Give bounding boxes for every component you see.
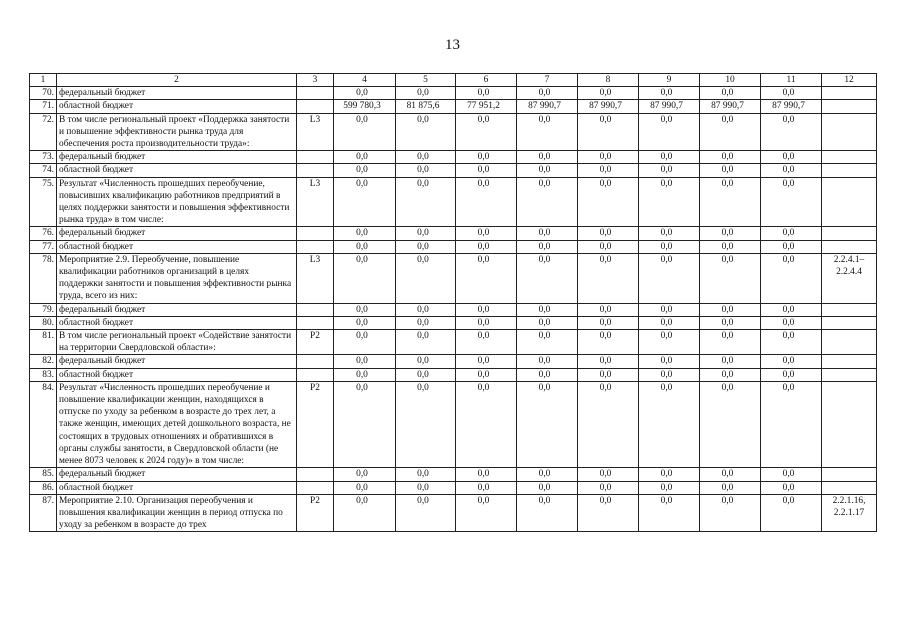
row-code (297, 368, 334, 381)
row-code (297, 100, 334, 113)
row-value: 0,0 (578, 151, 639, 164)
row-description: федеральный бюджет (57, 151, 297, 164)
row-value: 87 990,7 (700, 100, 761, 113)
column-header: 3 (297, 74, 334, 87)
row-code (297, 316, 334, 329)
row-value: 0,0 (578, 468, 639, 481)
row-value: 0,0 (700, 87, 761, 100)
row-value: 0,0 (517, 381, 578, 467)
table-row (30, 164, 877, 177)
row-value: 0,0 (639, 368, 700, 381)
row-value: 0,0 (700, 355, 761, 368)
column-header: 5 (396, 74, 456, 87)
row-value: 0,0 (517, 303, 578, 316)
row-value: 0,0 (517, 330, 578, 355)
row-value: 0,0 (639, 164, 700, 177)
row-value: 0,0 (761, 494, 822, 532)
row-value: 0,0 (396, 177, 456, 227)
column-header: 10 (700, 74, 761, 87)
row-value: 0,0 (456, 355, 517, 368)
row-value: 0,0 (517, 316, 578, 329)
row-value: 0,0 (761, 253, 822, 303)
column-header: 2 (57, 74, 297, 87)
row-value: 0,0 (639, 481, 700, 494)
row-value: 0,0 (761, 330, 822, 355)
row-number: 79. (30, 303, 57, 316)
row-value: 0,0 (334, 177, 396, 227)
table-row (30, 100, 877, 113)
row-number: 81. (30, 330, 57, 355)
row-code: P2 (297, 381, 334, 467)
row-reference (822, 177, 877, 227)
row-value: 0,0 (396, 381, 456, 467)
row-value: 0,0 (334, 87, 396, 100)
row-value: 0,0 (456, 494, 517, 532)
table-row (30, 303, 877, 316)
row-value: 0,0 (456, 227, 517, 240)
row-value: 0,0 (456, 164, 517, 177)
row-reference (822, 151, 877, 164)
row-value: 0,0 (761, 177, 822, 227)
table-row (30, 330, 877, 355)
row-value: 0,0 (334, 253, 396, 303)
row-description: В том числе региональный проект «Поддержка занятости и повышение эффективности рынка труда для обеспечения роста производительности труда»: (57, 113, 297, 151)
row-value: 0,0 (456, 151, 517, 164)
row-value: 0,0 (578, 494, 639, 532)
row-value: 0,0 (761, 113, 822, 151)
row-value: 0,0 (700, 303, 761, 316)
row-number: 70. (30, 87, 57, 100)
row-reference (822, 100, 877, 113)
row-description: Мероприятие 2.10. Организация переобучения и повышения квалификации женщин в период отпуска по уходу за ребенком в возрасте до трех (57, 494, 297, 532)
row-number: 71. (30, 100, 57, 113)
row-value: 0,0 (700, 494, 761, 532)
row-value: 0,0 (578, 87, 639, 100)
row-reference: 2.2.4.1– 2.2.4.4 (822, 253, 877, 303)
row-value: 0,0 (334, 227, 396, 240)
column-header: 7 (517, 74, 578, 87)
row-description: федеральный бюджет (57, 87, 297, 100)
table-body (30, 87, 877, 532)
row-reference (822, 481, 877, 494)
table-row (30, 368, 877, 381)
row-value: 0,0 (700, 253, 761, 303)
row-value: 0,0 (578, 316, 639, 329)
row-number: 74. (30, 164, 57, 177)
row-value: 0,0 (396, 87, 456, 100)
row-value: 0,0 (761, 303, 822, 316)
row-value: 87 990,7 (517, 100, 578, 113)
row-code: L3 (297, 253, 334, 303)
row-value: 0,0 (700, 330, 761, 355)
row-value: 0,0 (578, 303, 639, 316)
row-reference: 2.2.1.16, 2.2.1.17 (822, 494, 877, 532)
row-value: 0,0 (700, 177, 761, 227)
row-value: 0,0 (578, 113, 639, 151)
row-number: 72. (30, 113, 57, 151)
row-reference (822, 303, 877, 316)
row-value: 0,0 (396, 368, 456, 381)
row-value: 0,0 (761, 227, 822, 240)
row-value: 0,0 (517, 253, 578, 303)
table-row (30, 494, 877, 532)
row-value: 599 780,3 (334, 100, 396, 113)
row-value: 0,0 (639, 494, 700, 532)
column-header: 11 (761, 74, 822, 87)
row-value: 0,0 (334, 240, 396, 253)
page-number: 13 (445, 37, 460, 53)
row-value: 0,0 (456, 316, 517, 329)
row-value: 0,0 (456, 240, 517, 253)
row-value: 0,0 (456, 113, 517, 151)
row-value: 0,0 (334, 113, 396, 151)
row-code (297, 87, 334, 100)
row-value: 0,0 (639, 113, 700, 151)
row-value: 0,0 (334, 316, 396, 329)
row-value: 0,0 (517, 494, 578, 532)
row-value: 0,0 (700, 481, 761, 494)
row-value: 0,0 (639, 253, 700, 303)
row-value: 0,0 (700, 227, 761, 240)
budget-table (29, 73, 877, 532)
table-row (30, 468, 877, 481)
row-description: федеральный бюджет (57, 227, 297, 240)
row-value: 0,0 (639, 468, 700, 481)
row-reference (822, 113, 877, 151)
row-value: 0,0 (396, 468, 456, 481)
row-value: 0,0 (700, 316, 761, 329)
row-description: В том числе региональный проект «Содействие занятости на территории Свердловской области»: (57, 330, 297, 355)
row-value: 0,0 (396, 113, 456, 151)
table-row (30, 253, 877, 303)
row-number: 77. (30, 240, 57, 253)
row-number: 87. (30, 494, 57, 532)
row-reference (822, 468, 877, 481)
row-value: 0,0 (456, 481, 517, 494)
row-description: Результат «Численность прошедших переобучение, повысивших квалификацию работников предприятий в целях поддержки занятости и повышения эффективности рынка труда» в том числе: (57, 177, 297, 227)
row-code: L3 (297, 113, 334, 151)
row-reference (822, 316, 877, 329)
row-reference (822, 355, 877, 368)
row-value: 0,0 (456, 381, 517, 467)
row-reference (822, 381, 877, 467)
row-value: 0,0 (761, 381, 822, 467)
row-value: 0,0 (639, 177, 700, 227)
column-header: 6 (456, 74, 517, 87)
table-header (30, 74, 877, 87)
row-value: 0,0 (456, 87, 517, 100)
row-value: 0,0 (456, 368, 517, 381)
row-value: 0,0 (396, 355, 456, 368)
row-number: 83. (30, 368, 57, 381)
table-row (30, 177, 877, 227)
row-reference (822, 87, 877, 100)
row-value: 0,0 (334, 151, 396, 164)
row-value: 0,0 (396, 227, 456, 240)
row-reference (822, 240, 877, 253)
row-description: областной бюджет (57, 481, 297, 494)
row-value: 0,0 (456, 303, 517, 316)
row-value: 0,0 (517, 87, 578, 100)
row-value: 0,0 (578, 177, 639, 227)
row-value: 0,0 (639, 316, 700, 329)
table-row (30, 240, 877, 253)
row-code (297, 227, 334, 240)
row-value: 87 990,7 (761, 100, 822, 113)
row-code (297, 151, 334, 164)
row-number: 84. (30, 381, 57, 467)
table-row (30, 87, 877, 100)
row-value: 0,0 (517, 164, 578, 177)
row-value: 0,0 (578, 330, 639, 355)
row-code (297, 481, 334, 494)
row-value: 0,0 (334, 330, 396, 355)
row-value: 0,0 (700, 368, 761, 381)
row-number: 76. (30, 227, 57, 240)
row-value: 0,0 (761, 316, 822, 329)
row-value: 0,0 (639, 330, 700, 355)
row-value: 0,0 (396, 164, 456, 177)
row-value: 0,0 (396, 253, 456, 303)
row-reference (822, 164, 877, 177)
row-value: 0,0 (700, 151, 761, 164)
row-value: 0,0 (639, 151, 700, 164)
row-value: 0,0 (761, 151, 822, 164)
row-value: 0,0 (396, 240, 456, 253)
row-value: 0,0 (639, 381, 700, 467)
column-header: 1 (30, 74, 57, 87)
table-row (30, 227, 877, 240)
row-value: 0,0 (334, 494, 396, 532)
row-value: 0,0 (456, 177, 517, 227)
row-value: 0,0 (334, 355, 396, 368)
row-number: 80. (30, 316, 57, 329)
column-header: 12 (822, 74, 877, 87)
row-value: 0,0 (517, 468, 578, 481)
row-value: 0,0 (578, 355, 639, 368)
row-number: 75. (30, 177, 57, 227)
row-number: 86. (30, 481, 57, 494)
row-value: 0,0 (334, 381, 396, 467)
row-value: 0,0 (761, 368, 822, 381)
row-description: Мероприятие 2.9. Переобучение, повышение квалификации работников организаций в целях поддержки занятости и повышения эффективности рынка труда, всего из них: (57, 253, 297, 303)
row-number: 73. (30, 151, 57, 164)
row-value: 0,0 (700, 468, 761, 481)
row-value: 0,0 (517, 368, 578, 381)
row-code: L3 (297, 177, 334, 227)
row-value: 0,0 (396, 330, 456, 355)
header-row (30, 74, 877, 87)
row-reference (822, 330, 877, 355)
row-code (297, 355, 334, 368)
table-row (30, 355, 877, 368)
row-value: 0,0 (639, 355, 700, 368)
row-reference (822, 368, 877, 381)
row-code: P2 (297, 330, 334, 355)
table-row (30, 151, 877, 164)
row-value: 0,0 (396, 303, 456, 316)
row-code (297, 303, 334, 316)
row-value: 0,0 (761, 164, 822, 177)
row-value: 0,0 (578, 481, 639, 494)
row-value: 0,0 (334, 481, 396, 494)
row-value: 0,0 (456, 253, 517, 303)
row-value: 0,0 (700, 164, 761, 177)
row-value: 0,0 (334, 164, 396, 177)
row-code: P2 (297, 494, 334, 532)
row-value: 0,0 (456, 330, 517, 355)
column-header: 9 (639, 74, 700, 87)
row-value: 0,0 (578, 368, 639, 381)
row-value: 0,0 (578, 253, 639, 303)
row-value: 0,0 (639, 227, 700, 240)
row-value: 0,0 (761, 240, 822, 253)
row-value: 0,0 (517, 113, 578, 151)
row-description: областной бюджет (57, 164, 297, 177)
row-value: 0,0 (517, 481, 578, 494)
row-value: 0,0 (700, 381, 761, 467)
row-value: 0,0 (396, 151, 456, 164)
row-value: 0,0 (517, 355, 578, 368)
row-code (297, 468, 334, 481)
row-value: 0,0 (639, 303, 700, 316)
row-description: областной бюджет (57, 316, 297, 329)
row-code (297, 164, 334, 177)
column-header: 4 (334, 74, 396, 87)
row-description: Результат «Численность прошедших переобучение и повышение квалификации женщин, находящихся в отпуске по уходу за ребенком в возрасте до трех лет, а также женщин, имеющих детей дошкольного возраста, не состоящих в трудовых отношениях и обратившихся в органы службы занятости, в Свердловской области (не менее 8073 человек к 2024 году)» в том числе: (57, 381, 297, 467)
row-value: 81 875,6 (396, 100, 456, 113)
row-description: федеральный бюджет (57, 303, 297, 316)
row-value: 77 951,2 (456, 100, 517, 113)
row-value: 0,0 (761, 87, 822, 100)
row-description: областной бюджет (57, 100, 297, 113)
row-value: 0,0 (700, 113, 761, 151)
row-value: 0,0 (517, 227, 578, 240)
row-value: 0,0 (396, 494, 456, 532)
row-code (297, 240, 334, 253)
row-value: 0,0 (334, 303, 396, 316)
row-reference (822, 227, 877, 240)
row-value: 0,0 (517, 240, 578, 253)
column-header: 8 (578, 74, 639, 87)
row-value: 87 990,7 (639, 100, 700, 113)
row-value: 0,0 (761, 468, 822, 481)
row-value: 0,0 (639, 240, 700, 253)
row-value: 0,0 (396, 481, 456, 494)
row-value: 0,0 (639, 87, 700, 100)
table-row (30, 113, 877, 151)
row-description: областной бюджет (57, 240, 297, 253)
row-description: областной бюджет (57, 368, 297, 381)
row-value: 0,0 (578, 227, 639, 240)
row-number: 85. (30, 468, 57, 481)
row-value: 0,0 (334, 368, 396, 381)
row-number: 82. (30, 355, 57, 368)
row-value: 0,0 (456, 468, 517, 481)
row-description: федеральный бюджет (57, 355, 297, 368)
table-row (30, 381, 877, 467)
row-value: 0,0 (517, 177, 578, 227)
row-value: 0,0 (578, 381, 639, 467)
row-number: 78. (30, 253, 57, 303)
row-value: 0,0 (761, 481, 822, 494)
table-row (30, 481, 877, 494)
row-value: 0,0 (578, 240, 639, 253)
row-value: 0,0 (517, 151, 578, 164)
row-value: 0,0 (396, 316, 456, 329)
row-value: 0,0 (578, 164, 639, 177)
row-value: 87 990,7 (578, 100, 639, 113)
row-value: 0,0 (700, 240, 761, 253)
table-row (30, 316, 877, 329)
row-value: 0,0 (334, 468, 396, 481)
row-value: 0,0 (761, 355, 822, 368)
row-description: федеральный бюджет (57, 468, 297, 481)
